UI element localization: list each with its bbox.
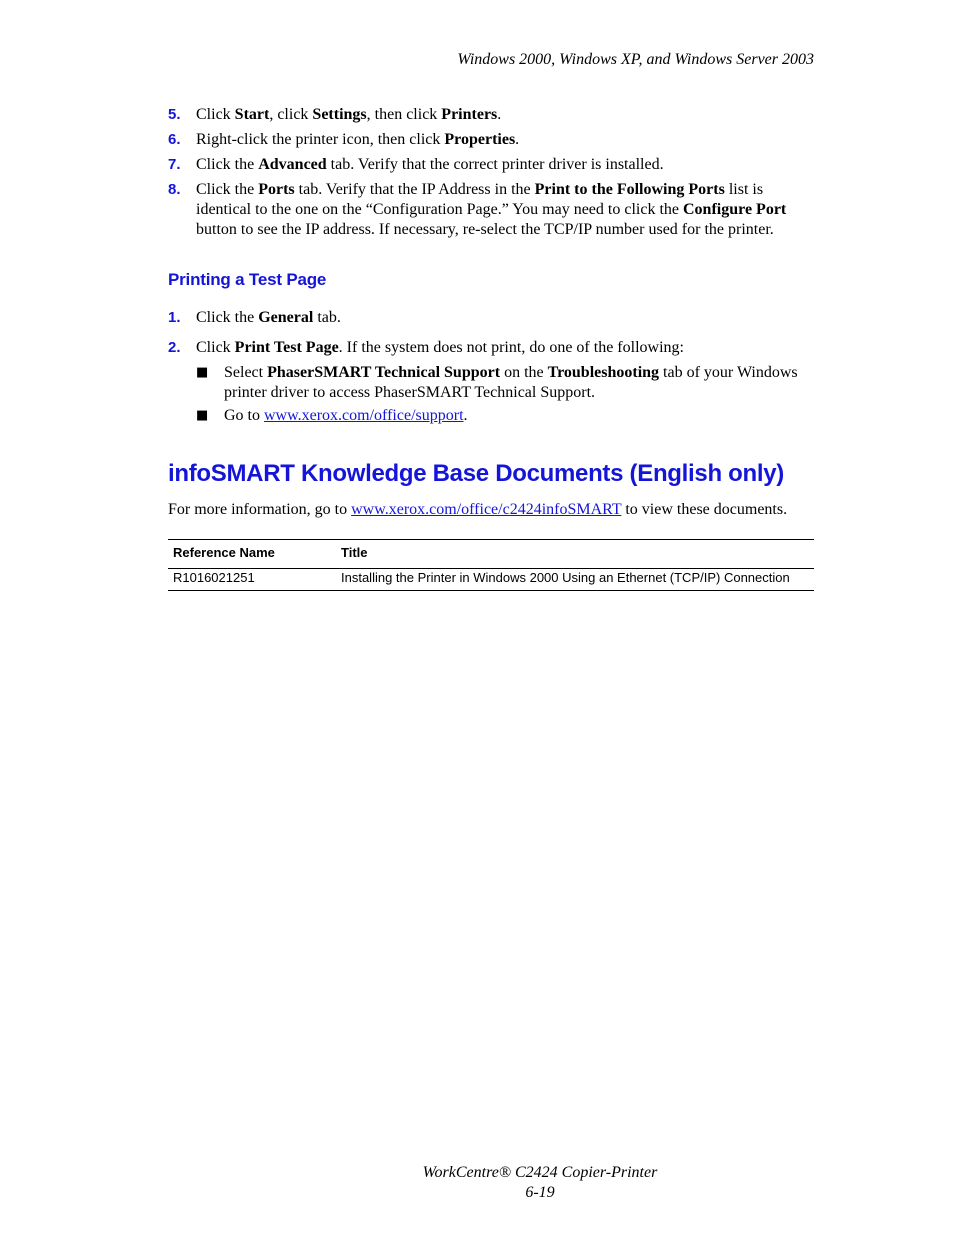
step-text: Click: [196, 106, 235, 123]
main-content: [168, 105, 814, 591]
step-text: . If the system does not print, do one of the following:: [338, 339, 684, 356]
intro-text: to view these documents.: [621, 501, 788, 518]
step-6: [168, 130, 814, 150]
step-1: [168, 308, 814, 328]
step-text: tab.: [313, 309, 341, 326]
bullet-square-icon: ■: [196, 408, 209, 423]
bullet-text: Select: [224, 364, 268, 381]
section-heading-test-page: Printing a Test Page: [168, 270, 327, 289]
ui-term-general: General: [258, 309, 314, 326]
step-8: [168, 180, 814, 240]
step-text: Right-click the printer icon, then click: [196, 131, 445, 148]
column-header-title: Title: [336, 540, 814, 569]
step-text: Click the: [196, 181, 259, 198]
intro-text: For more information, go to: [168, 501, 352, 518]
step-text: tab. Verify that the correct printer driver is installed.: [326, 156, 664, 173]
bullet-item: [168, 406, 814, 426]
table-header-row: [168, 540, 814, 569]
bullet-item: [168, 363, 814, 403]
step-text: Click: [196, 339, 235, 356]
ui-term-print-test-page: Print Test Page: [234, 339, 339, 356]
step-number: 2.: [168, 339, 181, 356]
step-number: 5.: [168, 106, 181, 123]
step-text: list is identical to the one on the “Configuration Page.” You may need to click the: [196, 181, 764, 218]
step-text: button to see the IP address. If necessary, re-select the TCP/IP number used for the printer.: [196, 221, 774, 238]
infosmart-intro: [168, 500, 814, 520]
column-header-reference-name: Reference Name: [168, 540, 336, 569]
bullet-text: tab of your Windows printer driver to access PhaserSMART Technical Support.: [224, 364, 798, 401]
bullet-square-icon: ■: [196, 365, 209, 380]
ui-term-start: Start: [234, 106, 270, 123]
step-7: [168, 155, 814, 175]
table-row: [168, 569, 814, 591]
bullet-text: Go to: [224, 407, 264, 424]
cell-title: Installing the Printer in Windows 2000 Using an Ethernet (TCP/IP) Connection: [336, 569, 814, 591]
footer-product: WorkCentre® C2424 Copier-Printer: [422, 1164, 658, 1181]
section-heading-infosmart: infoSMART Knowledge Base Documents (English only): [168, 460, 785, 487]
step-number: 6.: [168, 131, 181, 148]
step-text: Click the: [196, 309, 259, 326]
step-number: 1.: [168, 309, 181, 326]
step-text: .: [515, 131, 520, 148]
ui-term-printers: Printers: [441, 106, 498, 123]
ui-term-ports: Ports: [258, 181, 295, 198]
step-number: 8.: [168, 181, 181, 198]
step-text: .: [497, 106, 502, 123]
step-text: , then click: [366, 106, 442, 123]
footer-page-number: 6-19: [525, 1184, 555, 1201]
ui-term-phasersmart: PhaserSMART Technical Support: [267, 364, 501, 381]
reference-table: [168, 539, 814, 591]
ui-term-configure-port: Configure Port: [683, 201, 787, 218]
page-footer: [0, 1163, 954, 1203]
step-2: [168, 338, 814, 358]
ui-term-print-to-ports: Print to the Following Ports: [534, 181, 725, 198]
ui-term-properties: Properties: [444, 131, 516, 148]
ui-term-advanced: Advanced: [258, 156, 327, 173]
bullet-text: on the: [500, 364, 548, 381]
ui-term-troubleshooting: Troubleshooting: [547, 364, 660, 381]
step-text: tab. Verify that the IP Address in the: [294, 181, 535, 198]
ui-term-settings: Settings: [312, 106, 367, 123]
cell-reference-name: R1016021251: [168, 569, 336, 591]
step-text: , click: [269, 106, 313, 123]
step-number: 7.: [168, 156, 181, 173]
step-5: [168, 105, 814, 125]
bullet-text: .: [463, 407, 468, 424]
infosmart-link[interactable]: www.xerox.com/office/c2424infoSMART: [351, 501, 622, 518]
running-header: Windows 2000, Windows XP, and Windows Server 2003: [457, 51, 814, 68]
step-text: Click the: [196, 156, 259, 173]
support-link[interactable]: www.xerox.com/office/support: [264, 407, 464, 424]
